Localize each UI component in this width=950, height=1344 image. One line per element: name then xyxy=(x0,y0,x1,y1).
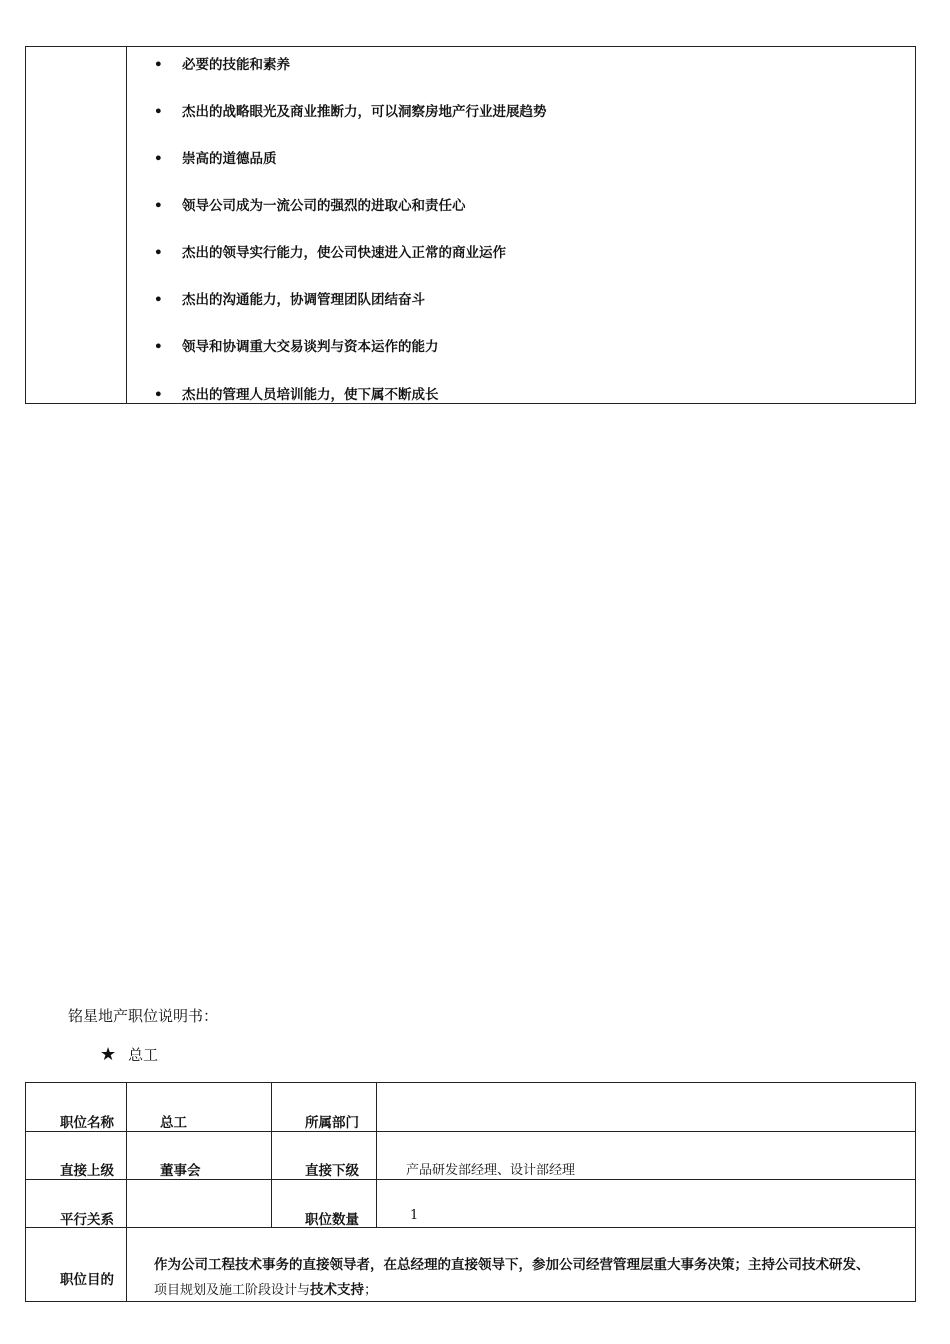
bullet: • xyxy=(154,387,163,403)
bullet: • xyxy=(154,292,163,308)
row-divider xyxy=(26,1227,915,1228)
position-name-value: 总工 xyxy=(160,1115,187,1131)
list-item: • 必要的技能和素养 xyxy=(154,57,290,73)
document-heading: 铭星地产职位说明书： xyxy=(68,1007,219,1025)
row-divider xyxy=(26,1179,915,1180)
list-item: • 杰出的管理人员培训能力，使下属不断成长 xyxy=(154,387,439,403)
list-item: • 领导公司成为一流公司的强烈的进取心和责任心 xyxy=(154,198,466,214)
position-name-label: 职位名称 xyxy=(60,1115,114,1131)
parallel-label: 平行关系 xyxy=(60,1212,114,1228)
column-divider xyxy=(126,1083,127,1301)
star-icon: ★ xyxy=(100,1044,117,1065)
purpose-end: ； xyxy=(364,1282,378,1298)
subordinate-value: 产品研发部经理、设计部经理 xyxy=(406,1163,576,1178)
count-label: 职位数量 xyxy=(305,1212,359,1228)
row-divider xyxy=(26,1131,915,1132)
list-item: • 杰出的战略眼光及商业推断力，可以洞察房地产行业进展趋势 xyxy=(154,104,547,120)
skills-table-label-column xyxy=(26,47,127,403)
bullet: • xyxy=(154,57,163,73)
list-item: • 杰出的领导实行能力，使公司快速进入正常的商业运作 xyxy=(154,245,506,261)
purpose-label: 职位目的 xyxy=(60,1272,114,1288)
list-item: • 领导和协调重大交易谈判与资本运作的能力 xyxy=(154,339,439,355)
section-title xyxy=(100,1044,158,1065)
skills-table xyxy=(25,46,916,404)
subordinate-label: 直接下级 xyxy=(305,1163,359,1179)
skills-list xyxy=(126,47,915,403)
list-item: • 崇高的道德品质 xyxy=(154,151,277,167)
section-title-text: 总工 xyxy=(128,1046,159,1064)
bullet: • xyxy=(154,198,163,214)
bullet: • xyxy=(154,151,163,167)
list-item: • 杰出的沟通能力，协调管理团队团结奋斗 xyxy=(154,292,425,308)
purpose-emphasis: 技术支持 xyxy=(310,1282,365,1298)
column-divider xyxy=(376,1083,377,1227)
superior-value: 董事会 xyxy=(160,1163,201,1179)
bullet: • xyxy=(154,339,163,355)
superior-label: 直接上级 xyxy=(60,1163,114,1179)
bullet: • xyxy=(154,104,163,120)
bullet: • xyxy=(154,245,163,261)
purpose-line-2: 项目规划及施工阶段设计与 xyxy=(154,1283,311,1298)
purpose-line-1: 作为公司工程技术事务的直接领导者，在总经理的直接领导下，参加公司经营管理层重大事务决策；主持公司技术研发、 xyxy=(154,1257,870,1273)
department-label: 所属部门 xyxy=(305,1115,359,1131)
column-divider xyxy=(271,1083,272,1227)
position-table xyxy=(25,1082,916,1302)
count-value: 1 xyxy=(410,1208,419,1223)
purpose-text xyxy=(154,1253,910,1303)
